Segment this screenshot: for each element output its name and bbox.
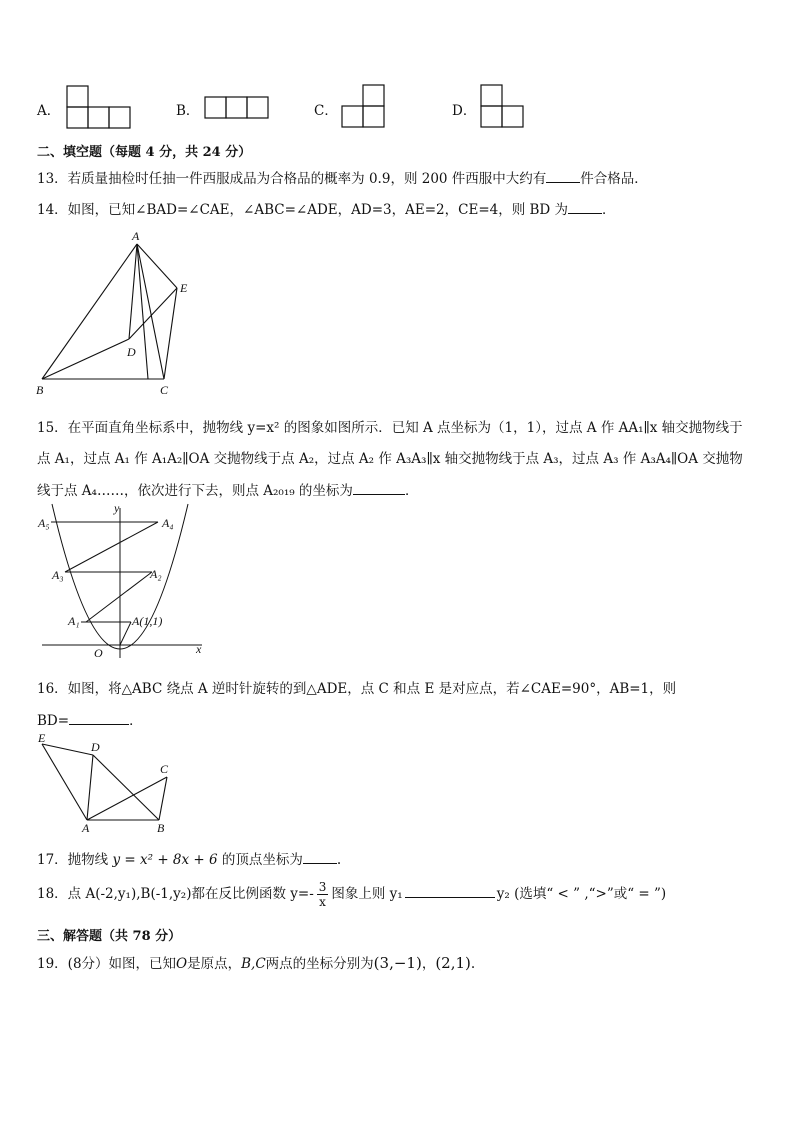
q18-frac-den: x bbox=[319, 895, 326, 909]
q19-end: . bbox=[470, 956, 476, 972]
question-19 bbox=[37, 952, 475, 972]
q13-text-a: 13．若质量抽检时任抽一件西服成品为合格品的概率为 0.9，则 200 件西服中大约有 bbox=[37, 171, 547, 187]
q15-label-a2: A₂ bbox=[150, 567, 162, 581]
question-17 bbox=[37, 848, 341, 868]
q15-label-a4: A₄ bbox=[162, 516, 174, 530]
q15-figure bbox=[34, 500, 209, 662]
q19-text-c: 两点的坐标分别为 bbox=[265, 956, 374, 972]
q17-text-b: 的顶点坐标为 bbox=[221, 852, 303, 868]
q13-blank[interactable] bbox=[546, 182, 580, 183]
q14-figure bbox=[30, 226, 200, 401]
q15-blank[interactable] bbox=[353, 494, 405, 495]
q15-line-2: 点 A₁，过点 A₁ 作 A₁A₂∥OA 交抛物线于点 A₂，过点 A₂ 作 A₃A₃∥x 轴交抛物线于点 A₃，过点 A₃ 作 A₃A₄∥OA 交抛物 bbox=[37, 451, 743, 467]
q16-label-c: C bbox=[160, 762, 169, 776]
q16-blank[interactable] bbox=[69, 724, 129, 725]
q18-text-b: 图象上则 y₁ bbox=[331, 886, 403, 902]
option-d-figure bbox=[480, 84, 526, 130]
q17-formula: y = x² + 8x + 6 bbox=[112, 852, 218, 868]
option-b-figure bbox=[204, 96, 271, 120]
q16-figure bbox=[32, 730, 177, 838]
q15-label-o: O bbox=[94, 646, 103, 660]
q13-text-b: 件合格品． bbox=[580, 171, 648, 187]
q15-label-a5: A₅ bbox=[38, 516, 50, 530]
q15-text-b: ． bbox=[404, 483, 419, 499]
q18-fraction bbox=[317, 880, 329, 909]
q15-label-a: A(1,1) bbox=[132, 614, 163, 628]
option-a-figure bbox=[66, 85, 133, 130]
option-c-figure bbox=[341, 84, 387, 130]
q14-label-c: C bbox=[160, 383, 169, 397]
section-3-title: 三、解答题（共 78 分） bbox=[37, 929, 182, 944]
q16-label-e: E bbox=[38, 731, 46, 745]
q15-text-a: 线于点 A₄……，依次进行下去，则点 A₂₀₁₉ 的坐标为 bbox=[37, 483, 353, 499]
q16-label-b: B bbox=[157, 821, 165, 835]
q14-blank[interactable] bbox=[568, 213, 602, 214]
q16-label-a: A bbox=[82, 821, 90, 835]
q18-frac-num: 3 bbox=[318, 880, 327, 894]
q16-label-d: D bbox=[91, 740, 100, 754]
q15-label-a1: A₁ bbox=[68, 614, 80, 628]
q14-label-a: A bbox=[132, 229, 140, 243]
option-d-label: D． bbox=[452, 103, 477, 119]
option-b-label: B． bbox=[176, 103, 200, 119]
q18-blank[interactable] bbox=[405, 897, 495, 898]
q19-point-2: (2,1) bbox=[435, 954, 471, 972]
q14-label-b: B bbox=[36, 383, 44, 397]
q15-line-3 bbox=[37, 479, 418, 499]
q19-o: O bbox=[176, 956, 188, 972]
q19-point-1: (3,−1) bbox=[373, 954, 422, 972]
q14-text-a: 14．如图，已知∠BAD=∠CAE，∠ABC=∠ADE，AD=3，AE=2，CE=4，则 BD 为 bbox=[37, 202, 569, 218]
q16-line-2 bbox=[37, 709, 143, 729]
q14-label-d: D bbox=[127, 345, 136, 359]
question-18 bbox=[37, 880, 666, 909]
q17-text-a: 17．抛物线 bbox=[37, 852, 109, 868]
q19-text-a: 19．(8分）如图，已知 bbox=[37, 956, 177, 972]
question-14 bbox=[37, 198, 616, 218]
q15-label-a3: A₃ bbox=[52, 568, 64, 582]
q15-label-y: y bbox=[114, 501, 120, 515]
option-c-label: C． bbox=[314, 103, 338, 119]
q15-line-1: 15．在平面直角坐标系中，抛物线 y=x² 的图象如图所示．已知 A 点坐标为（1，1），过点 A 作 AA₁∥x 轴交抛物线于 bbox=[37, 420, 743, 436]
section-2-title: 二、填空题（每题 4 分，共 24 分） bbox=[37, 145, 252, 160]
q19-sep: ， bbox=[421, 956, 436, 972]
q19-text-b: 是原点， bbox=[187, 956, 242, 972]
q16-text-b: ． bbox=[129, 713, 143, 729]
q18-text-a: 18．点 A(-2,y₁),B(-1,y₂)都在反比例函数 y=- bbox=[37, 886, 314, 902]
q18-text-c: y₂ (选填“ < ” ,“>”或“ = ”) bbox=[496, 886, 667, 902]
q16-line-1: 16．如图，将△ABC 绕点 A 逆时针旋转的到△ADE，点 C 和点 E 是对应点，若∠CAE=90°，AB=1，则 bbox=[37, 681, 677, 697]
q17-blank[interactable] bbox=[303, 863, 337, 864]
q17-text-c: . bbox=[336, 852, 342, 868]
option-a-label: A． bbox=[37, 103, 61, 119]
q16-text-a: BD= bbox=[37, 713, 70, 729]
q19-bc: B,C bbox=[241, 956, 266, 972]
q15-label-x: x bbox=[196, 642, 202, 656]
q14-label-e: E bbox=[180, 281, 188, 295]
q14-text-b: ． bbox=[602, 202, 616, 218]
question-13 bbox=[37, 167, 648, 187]
